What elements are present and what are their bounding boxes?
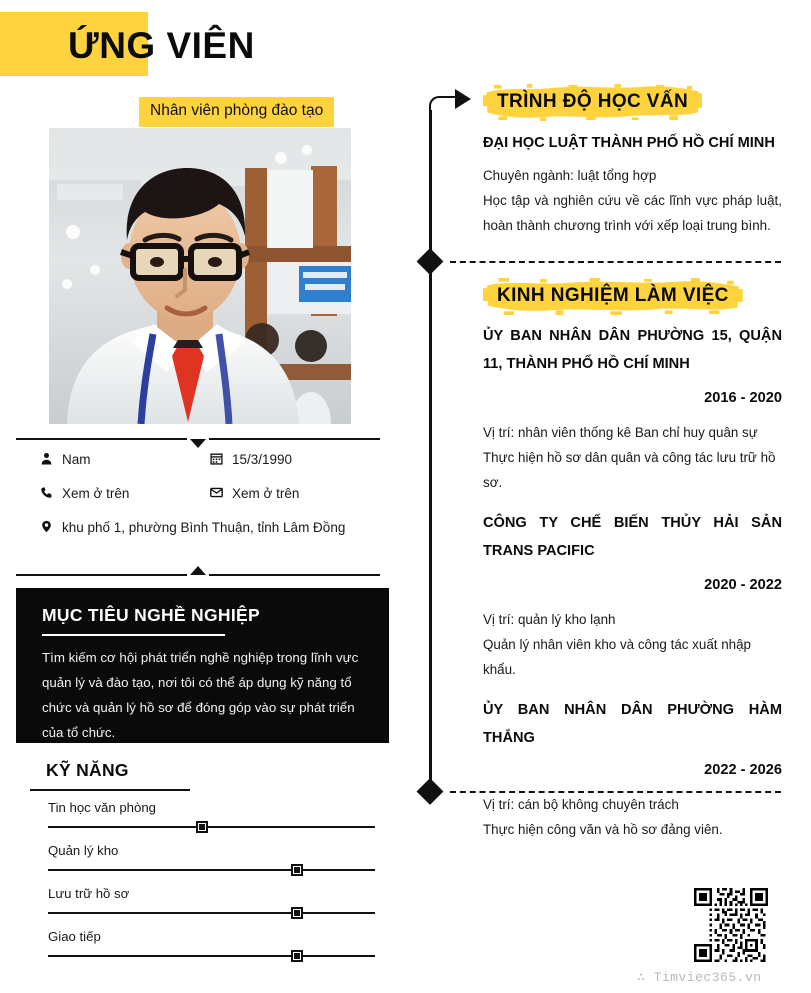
experience-item bbox=[483, 696, 782, 842]
site-watermark: ∴ Timviec365.vn bbox=[637, 970, 762, 985]
education-detail: Học tập và nghiên cứu về các lĩnh vực pháp luật, hoàn thành chương trình với xếp loại trung bình. bbox=[483, 193, 782, 233]
education-heading: TRÌNH ĐỘ HỌC VẤN bbox=[483, 84, 702, 121]
experience-years: 2020 - 2022 bbox=[704, 577, 782, 593]
contact-phone bbox=[40, 484, 210, 503]
experience-detail: Thực hiện công văn và hồ sơ đảng viên. bbox=[483, 822, 723, 837]
experience-org: CÔNG TY CHẾ BIẾN THỦY HẢI SẢN TRANS PACIFIC bbox=[483, 515, 782, 559]
contact-birthday bbox=[210, 450, 390, 469]
contact-address bbox=[40, 518, 390, 537]
education-major: Chuyên ngành: luật tổng hợp bbox=[483, 168, 657, 183]
envelope-icon bbox=[210, 484, 232, 500]
skills-title: KỸ NĂNG bbox=[46, 760, 129, 780]
skill-name: Lưu trữ hồ sơ bbox=[48, 886, 130, 901]
divider-top bbox=[16, 432, 380, 446]
skill-slider-knob[interactable] bbox=[291, 864, 303, 876]
contact-phone-value: Xem ở trên bbox=[62, 486, 130, 501]
skills-list bbox=[48, 800, 375, 972]
contact-row bbox=[40, 450, 390, 469]
contact-gender bbox=[40, 450, 210, 469]
phone-icon bbox=[40, 484, 62, 500]
skill-item bbox=[48, 929, 375, 962]
contact-address-value: khu phố 1, phường Bình Thuận, tỉnh Lâm Đồng bbox=[62, 520, 346, 535]
skill-slider[interactable] bbox=[48, 907, 375, 919]
timeline-line bbox=[429, 110, 432, 796]
skill-slider[interactable] bbox=[48, 950, 375, 962]
objective-underline bbox=[42, 634, 225, 636]
page-title: ỨNG VIÊN bbox=[68, 25, 255, 66]
experience-item bbox=[483, 509, 782, 682]
skill-name: Quản lý kho bbox=[48, 843, 119, 858]
experience-item bbox=[483, 322, 782, 495]
contact-birthday-value: 15/3/1990 bbox=[232, 452, 293, 467]
contact-email bbox=[210, 484, 390, 503]
experience-years: 2016 - 2020 bbox=[704, 390, 782, 406]
experience-org: ỦY BAN NHÂN DÂN PHƯỜNG HÀM THẮNG bbox=[483, 702, 782, 746]
person-icon bbox=[40, 450, 62, 466]
experience-heading: KINH NGHIỆM LÀM VIỆC bbox=[483, 278, 743, 315]
skill-name: Giao tiếp bbox=[48, 929, 101, 944]
calendar-icon bbox=[210, 450, 232, 466]
career-objective-body: Tìm kiếm cơ hội phát triển nghề nghiệp trong lĩnh vực quản lý và đào tạo, nơi tôi có thể áp dụng kỹ năng tổ chức và quản lý hồ sơ để đóng góp vào sự phát triển của tổ chức. bbox=[42, 650, 359, 740]
education-section bbox=[449, 84, 782, 238]
skill-slider[interactable] bbox=[48, 821, 375, 833]
contact-info bbox=[40, 450, 390, 552]
timeline-dashed-separator bbox=[450, 261, 781, 263]
skill-slider-knob[interactable] bbox=[196, 821, 208, 833]
candidate-photo bbox=[49, 128, 351, 424]
qr-code bbox=[694, 888, 768, 962]
career-objective-section bbox=[16, 588, 389, 743]
skill-name: Tin học văn phòng bbox=[48, 800, 157, 815]
timeline-diamond-marker bbox=[417, 248, 444, 275]
job-title-badge: Nhân viên phòng đào tạo bbox=[139, 97, 334, 127]
contact-row bbox=[40, 484, 390, 503]
experience-detail: Quản lý nhân viên kho và công tác xuất nhập khẩu. bbox=[483, 637, 751, 677]
triangle-down-icon bbox=[190, 439, 206, 448]
skill-slider-knob[interactable] bbox=[291, 950, 303, 962]
experience-detail: Thực hiện hồ sơ dân quân và công tác lưu trữ hồ sơ. bbox=[483, 450, 776, 490]
experience-org: ỦY BAN NHÂN DÂN PHƯỜNG 15, QUẬN 11, THÀNH PHỐ HỒ CHÍ MINH bbox=[483, 328, 782, 372]
contact-email-value: Xem ở trên bbox=[232, 486, 300, 501]
contact-row bbox=[40, 518, 390, 537]
experience-years: 2022 - 2026 bbox=[704, 762, 782, 778]
divider-bottom bbox=[16, 568, 380, 582]
career-objective-title: MỤC TIÊU NGHỀ NGHIỆP bbox=[42, 605, 260, 625]
skills-underline bbox=[30, 789, 190, 791]
skill-item bbox=[48, 843, 375, 876]
contact-gender-value: Nam bbox=[62, 452, 91, 467]
experience-position: Vị trí: cán bộ không chuyên trách bbox=[483, 797, 679, 812]
skill-item bbox=[48, 886, 375, 919]
experience-position: Vị trí: nhân viên thống kê Ban chỉ huy quân sự bbox=[483, 425, 758, 440]
skill-slider-knob[interactable] bbox=[291, 907, 303, 919]
triangle-up-icon bbox=[190, 566, 206, 575]
experience-section bbox=[449, 278, 782, 842]
skill-item bbox=[48, 800, 375, 833]
experience-position: Vị trí: quản lý kho lạnh bbox=[483, 612, 616, 627]
timeline-diamond-marker bbox=[417, 778, 444, 805]
education-school: ĐẠI HỌC LUẬT THÀNH PHỐ HỒ CHÍ MINH bbox=[483, 135, 775, 151]
skill-slider[interactable] bbox=[48, 864, 375, 876]
location-pin-icon bbox=[40, 518, 62, 534]
